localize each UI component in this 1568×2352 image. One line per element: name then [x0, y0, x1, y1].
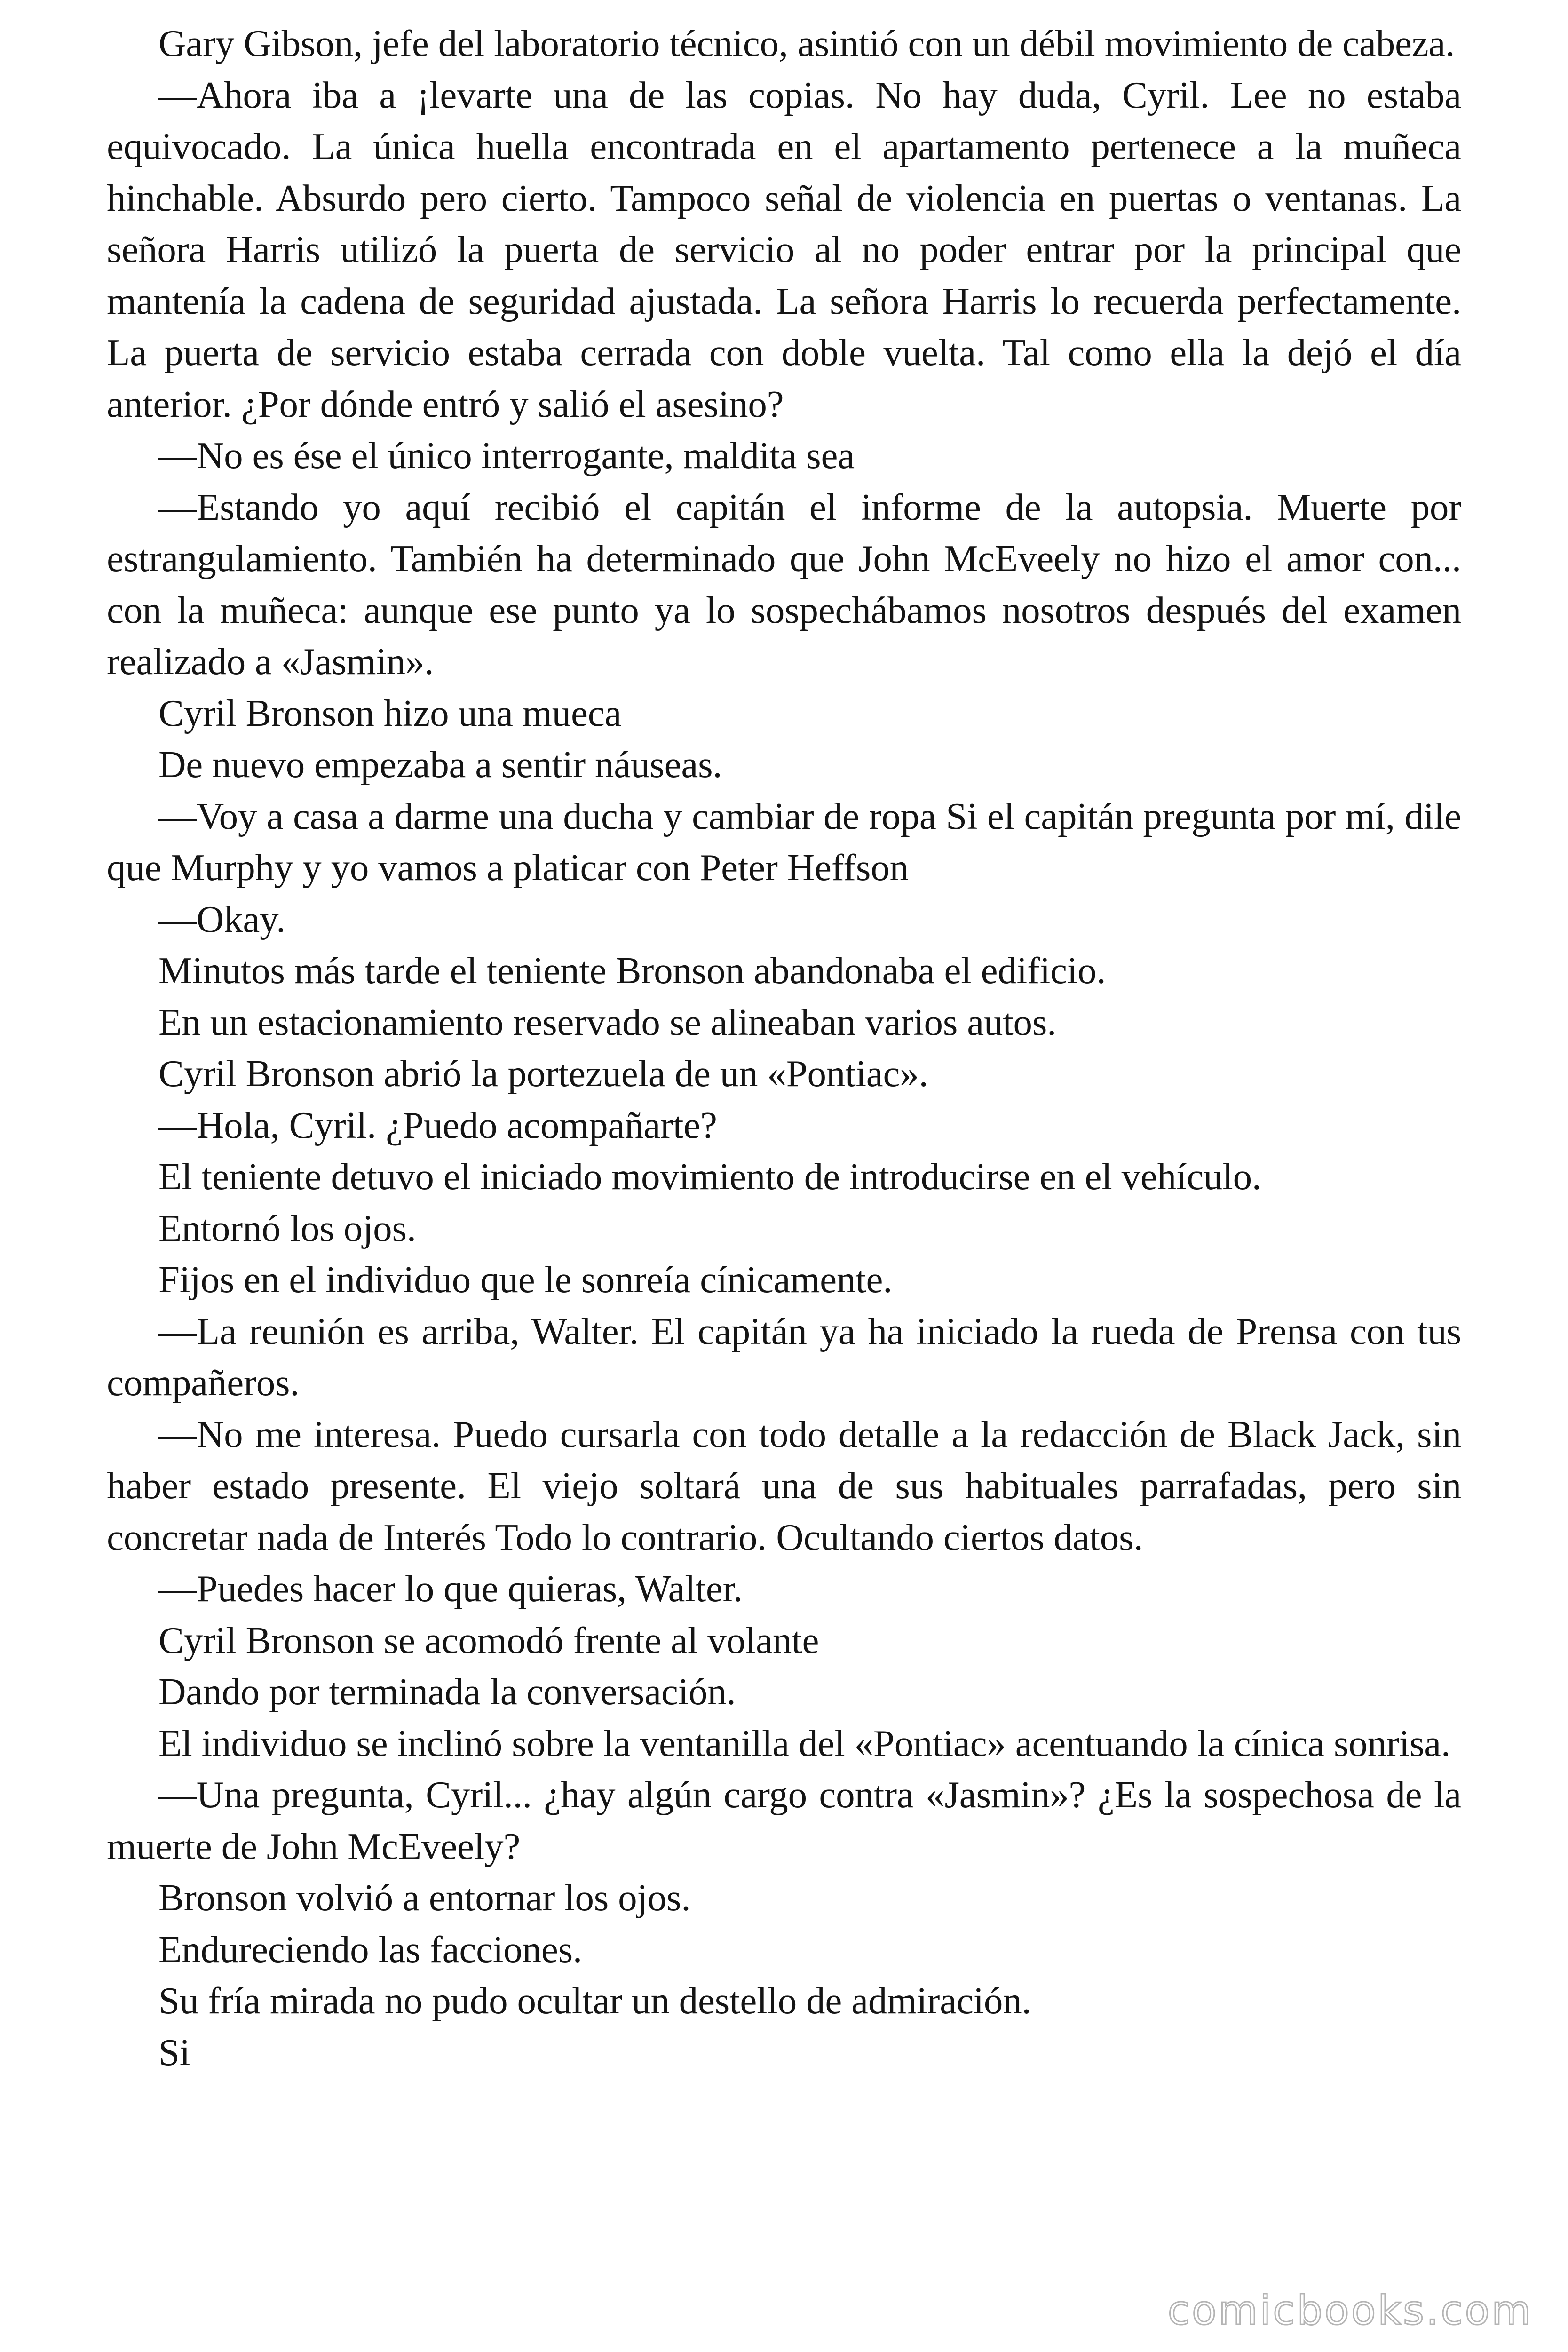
paragraph: Dando por terminada la conversación. — [158, 1670, 736, 1713]
paragraph: Entornó los ojos. — [158, 1207, 416, 1249]
paragraph: Si — [158, 2031, 190, 2074]
paragraph: —Ahora iba a ¡levarte una de las copias. No hay duda, Cyril. Lee no estaba equivocado. La única huella encontrada en el apartamento pertenece a la muñeca hinchable. Absurdo pero cierto. Tampoco señal de violencia en puertas o ventanas. La señora Harris utilizó la puerta de servicio al no poder entrar por la principal que mantenía la cadena de seguridad ajustada. La señora Harris lo recuerda perfectamente. La puerta de servicio estaba cerrada con doble vuelta. Tal como ella la dejó el día anterior. ¿Por dónde entró y salió el asesino? — [107, 73, 1461, 425]
paragraph: De nuevo empezaba a sentir náuseas. — [158, 743, 722, 786]
paragraph: Minutos más tarde el teniente Bronson abandonaba el edificio. — [158, 949, 1106, 992]
paragraph: Su fría mirada no pudo ocultar un destello de admiración. — [158, 1979, 1031, 2022]
paragraph: —No es ése el único interrogante, maldita sea — [158, 434, 855, 477]
paragraph: —Estando yo aquí recibió el capitán el informe de la autopsia. Muerte por estrangulamiento. También ha determinado que John McEveely no hizo el amor con... con la muñeca: aunque ese punto ya lo sospechábamos nosotros después del examen realizado a «Jasmin». — [107, 485, 1461, 683]
paragraph: Cyril Bronson hizo una mueca — [158, 691, 622, 734]
paragraph: —Okay. — [158, 898, 286, 940]
paragraph: —Hola, Cyril. ¿Puedo acompañarte? — [158, 1104, 717, 1146]
paragraph: —Voy a casa a darme una ducha y cambiar de ropa Si el capitán pregunta por mí, dile que Murphy y yo vamos a platicar con Peter Heffson — [107, 795, 1461, 889]
paragraph: El teniente detuvo el iniciado movimiento de introducirse en el vehículo. — [158, 1155, 1261, 1198]
paragraph: En un estacionamiento reservado se alineaban varios autos. — [158, 1001, 1057, 1043]
paragraph: —Una pregunta, Cyril... ¿hay algún cargo contra «Jasmin»? ¿Es la sospechosa de la muerte de John McEveely? — [107, 1773, 1461, 1867]
paragraph: Bronson volvió a entornar los ojos. — [158, 1876, 691, 1919]
paragraph: —La reunión es arriba, Walter. El capitán ya ha iniciado la rueda de Prensa con tus compañeros. — [107, 1310, 1461, 1404]
paragraph: Cyril Bronson abrió la portezuela de un «Pontiac». — [158, 1052, 928, 1095]
watermark: comicbooks.com — [1167, 2287, 1533, 2334]
paragraph: Endureciendo las facciones. — [158, 1928, 582, 1971]
paragraph: Cyril Bronson se acomodó frente al volante — [158, 1619, 819, 1661]
paragraph: El individuo se inclinó sobre la ventanilla del «Pontiac» acentuando la cínica sonrisa. — [158, 1722, 1451, 1764]
page-body — [107, 18, 1461, 2078]
paragraph: —Puedes hacer lo que quieras, Walter. — [158, 1567, 743, 1610]
paragraph: Fijos en el individuo que le sonreía cínicamente. — [158, 1258, 893, 1301]
paragraph: Gary Gibson, jefe del laboratorio técnico, asintió con un débil movimiento de cabeza. — [158, 22, 1455, 64]
paragraph: —No me interesa. Puedo cursarla con todo detalle a la redacción de Black Jack, sin haber estado presente. El viejo soltará una de sus habituales parrafadas, pero sin concretar nada de Interés Todo lo contrario. Ocultando ciertos datos. — [107, 1413, 1461, 1558]
